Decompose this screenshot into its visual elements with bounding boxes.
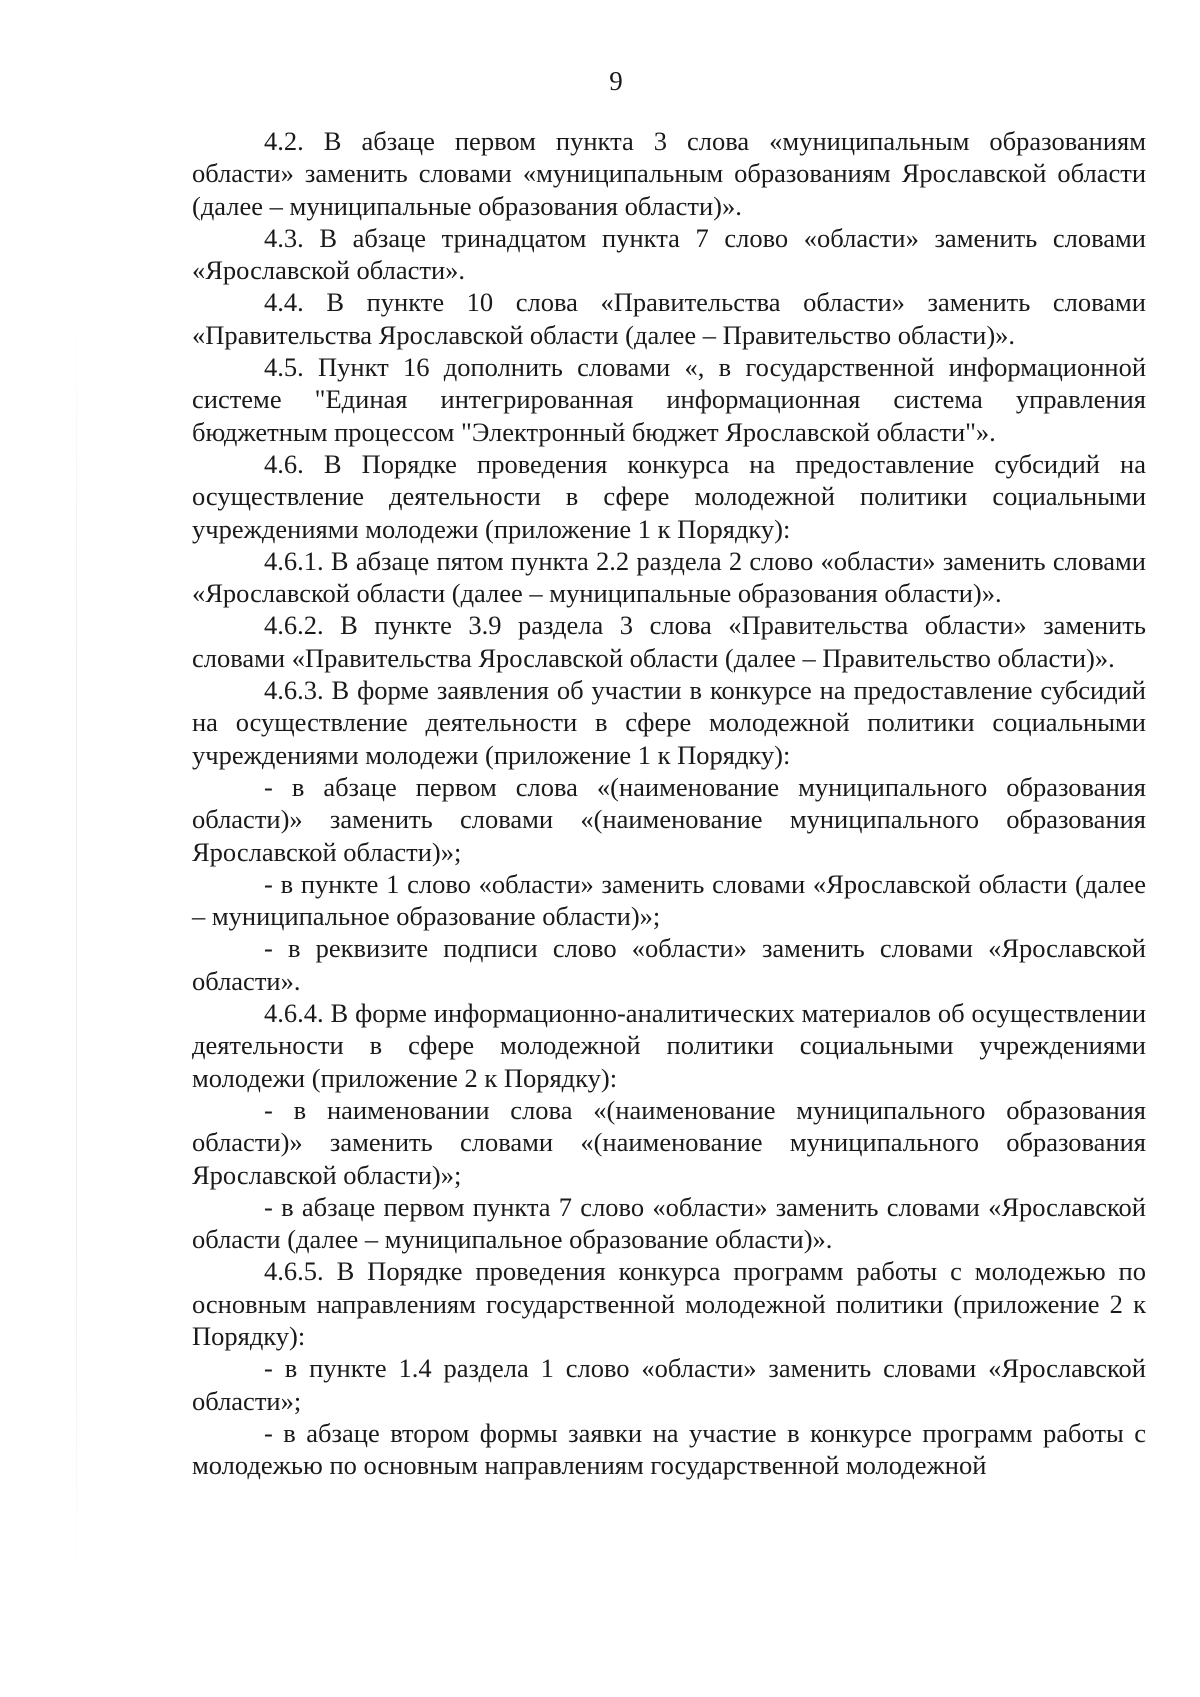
paragraph-4-5: 4.5. Пункт 16 дополнить словами «, в государственной информационной системе "Единая интегрированная информационная система управления бюджетным процессом "Электронный бюджет Ярославской области"». (192, 352, 1146, 447)
list-item: - в абзаце втором формы заявки на участие в конкурсе программ работы с молодежью по основным направлениям государственной молодежной (192, 1417, 1146, 1481)
list-item: - в пункте 1 слово «области» заменить словами «Ярославской области (далее – муниципальное образование области)»; (192, 868, 1146, 932)
document-body (192, 125, 1146, 1481)
paragraph-4-6-1: 4.6.1. В абзаце пятом пункта 2.2 раздела 2 слово «области» заменить словами «Ярославской области (далее – муниципальные образования области)». (192, 545, 1146, 609)
paragraph-4-6-4: 4.6.4. В форме информационно-аналитических материалов об осуществлении деятельности в сфере молодежной политики социальными учреждениями молодежи (приложение 2 к Порядку): (192, 998, 1146, 1093)
list-item: - в абзаце первом слова «(наименование муниципального образования области)» заменить словами «(наименование муниципального образования Ярославской области)»; (192, 771, 1146, 867)
scan-edge-shadow (76, 300, 77, 1600)
page-number: 9 (609, 66, 623, 96)
list-item: - в реквизите подписи слово «области» заменить словами «Ярославской области». (192, 933, 1146, 996)
paragraph-4-3: 4.3. В абзаце тринадцатом пункта 7 слово «области» заменить словами «Ярославской области». (192, 222, 1146, 286)
list-item: - в пункте 1.4 раздела 1 слово «области» заменить словами «Ярославской области»; (192, 1353, 1146, 1416)
list-item: - в наименовании слова «(наименование муниципального образования области)» заменить словами «(наименование муниципального образования Ярославской области)»; (192, 1094, 1146, 1190)
paragraph-4-6-5: 4.6.5. В Порядке проведения конкурса программ работы с молодежью по основным направлениям государственной молодежной политики (приложение 2 к Порядку): (192, 1256, 1146, 1351)
paragraph-4-2: 4.2. В абзаце первом пункта 3 слова «муниципальным образованиям области» заменить словами «муниципальным образованиям Ярославской области (далее – муниципальные образования области)». (192, 126, 1146, 221)
paragraph-4-4: 4.4. В пункте 10 слова «Правительства области» заменить словами «Правительства Ярославской области (далее – Правительство области)». (192, 287, 1146, 350)
paragraph-4-6: 4.6. В Порядке проведения конкурса на предоставление субсидий на осуществление деятельности в сфере молодежной политики социальными учреждениями молодежи (приложение 1 к Порядку): (192, 448, 1146, 544)
paragraph-4-6-2: 4.6.2. В пункте 3.9 раздела 3 слова «Правительства области» заменить словами «Правительства Ярославской области (далее – Правительство области)». (192, 610, 1146, 673)
paragraph-4-6-3: 4.6.3. В форме заявления об участии в конкурсе на предоставление субсидий на осуществление деятельности в сфере молодежной политики социальными учреждениями молодежи (приложение 1 к Порядку): (192, 675, 1146, 770)
list-item: - в абзаце первом пункта 7 слово «области» заменить словами «Ярославской области (далее – муниципальное образование области)». (192, 1191, 1146, 1255)
